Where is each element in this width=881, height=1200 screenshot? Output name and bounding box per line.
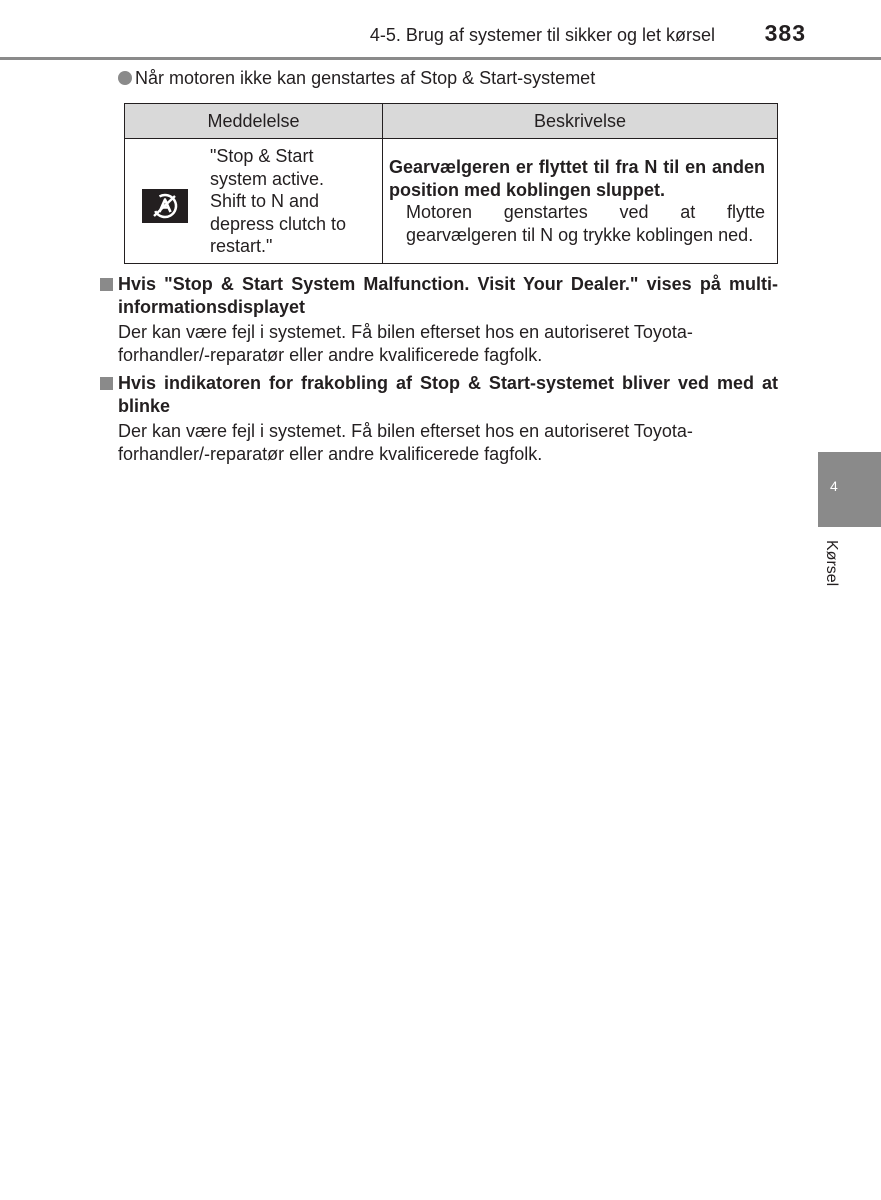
intro-text: Når motoren ikke kan genstartes af Stop & Start-systemet: [135, 68, 596, 88]
section-body: Der kan være fejl i systemet. Få bilen efterset hos en autoriseret Toyota-forhandler/-reparatør eller andre kvalificerede fagfolk.: [118, 421, 693, 464]
description-cell: [383, 139, 778, 264]
intro-line: [118, 68, 595, 89]
message-cell: [125, 139, 383, 264]
column-header-message: Meddelelse: [125, 104, 383, 139]
section-malfunction: [100, 273, 778, 366]
bullet-dot-icon: [118, 71, 132, 85]
message-table: [124, 103, 778, 264]
header-divider: [0, 57, 881, 60]
table-header-row: [125, 104, 778, 139]
stop-start-warning-icon: [142, 189, 188, 223]
square-bullet-icon: [100, 377, 113, 390]
chapter-tab: [818, 452, 881, 527]
table-row: [125, 139, 778, 264]
section-indicator-blinking: [100, 372, 778, 465]
description-normal: Motoren genstartes ved at flytte gearvælgeren til N og trykke koblingen ned.: [406, 202, 765, 245]
section-heading: Hvis "Stop & Start System Malfunction. Visit Your Dealer." vises på multi-informationsdisplayet: [100, 273, 778, 318]
section-title: 4-5. Brug af systemer til sikker og let kørsel: [369, 25, 715, 45]
chapter-number: 4: [830, 478, 838, 494]
description-bold: Gearvælgeren er flyttet til fra N til en anden position med koblingen sluppet.: [389, 157, 765, 200]
chapter-label: Kørsel: [823, 540, 840, 587]
column-header-description: Beskrivelse: [383, 104, 778, 139]
section-body: Der kan være fejl i systemet. Få bilen efterset hos en autoriseret Toyota-forhandler/-reparatør eller andre kvalificerede fagfolk.: [118, 322, 693, 365]
page-number: 383: [764, 20, 806, 46]
square-bullet-icon: [100, 278, 113, 291]
section-heading: Hvis indikatoren for frakobling af Stop & Start-systemet bliver ved med at blinke: [100, 372, 778, 417]
message-text: "Stop & Start system active. Shift to N and depress clutch to restart.": [210, 146, 347, 256]
